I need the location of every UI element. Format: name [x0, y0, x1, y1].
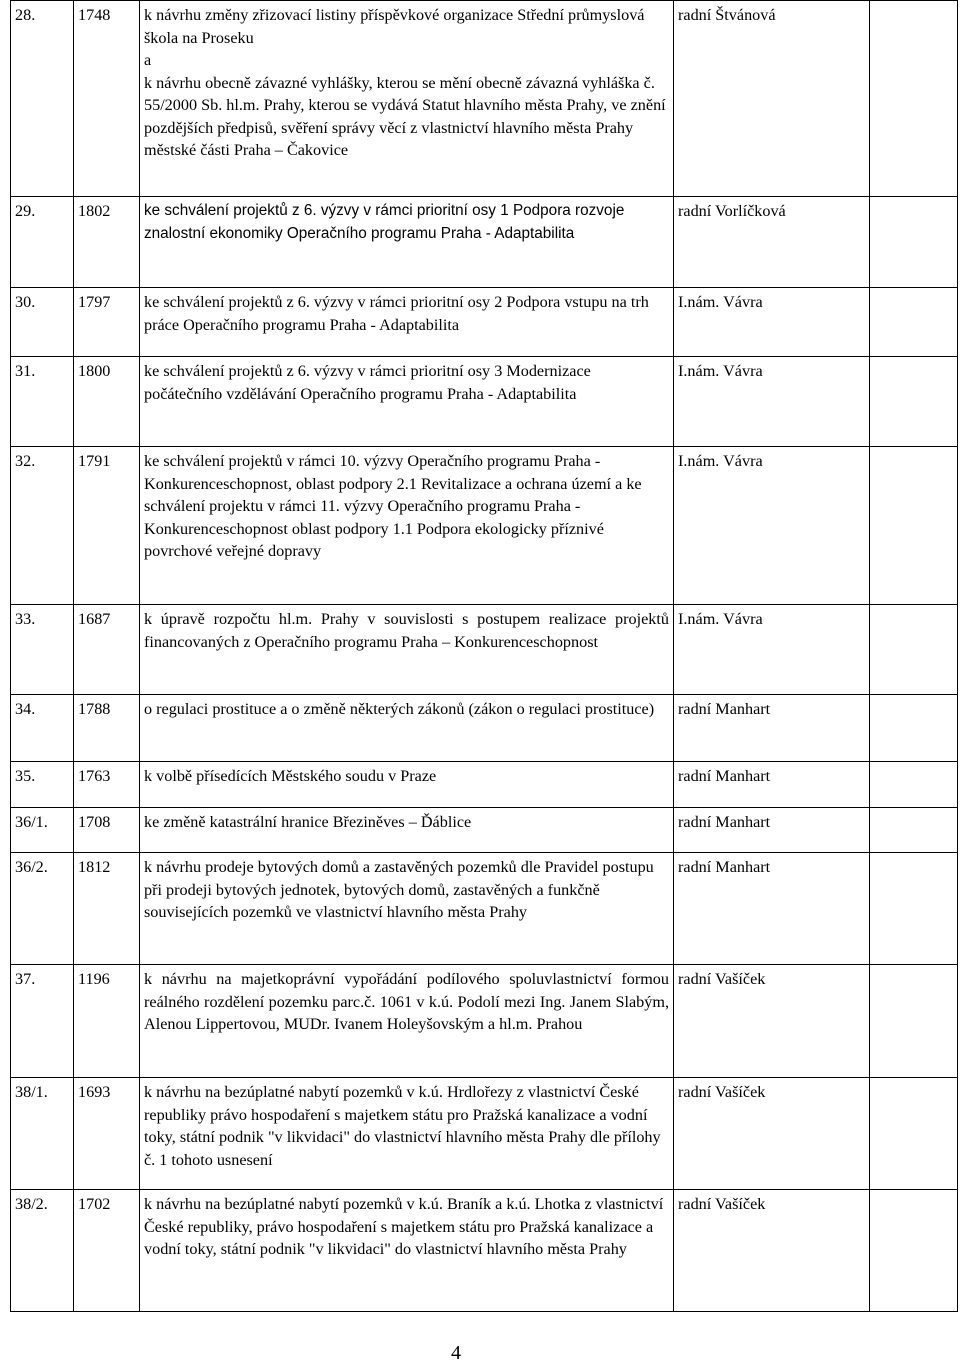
table-row — [11, 808, 958, 853]
empty-cell — [870, 808, 958, 853]
item-reporter: radní Štvánová — [674, 1, 870, 197]
print-number: 1702 — [74, 1190, 140, 1312]
item-title: k návrhu na majetkoprávní vypořádání podílového spoluvlastnictví formou reálného rozdělení pozemku parc.č. 1061 v k.ú. Podolí mezi Ing. Janem Slabým, Alenou Lippertovou, MUDr. Ivanem Holeyšovským a hl.m. Prahou — [140, 965, 674, 1078]
item-title: ke schválení projektů v rámci 10. výzvy Operačního programu Praha - Konkurenceschopnost, oblast podpory 2.1 Revitalizace a ochrana území a ke schválení projektu v rámci 11. výzvy Operačního programu Praha - Konkurenceschopnost oblast podpory 1.1 Podpora ekologicky příznivé povrchové veřejné dopravy — [140, 447, 674, 605]
empty-cell — [870, 605, 958, 695]
item-number: 36/1. — [11, 808, 74, 853]
item-reporter: I.nám. Vávra — [674, 605, 870, 695]
print-number: 1797 — [74, 288, 140, 357]
item-reporter: I.nám. Vávra — [674, 447, 870, 605]
print-number: 1687 — [74, 605, 140, 695]
item-reporter: radní Manhart — [674, 853, 870, 965]
print-number: 1763 — [74, 762, 140, 808]
item-reporter: radní Manhart — [674, 762, 870, 808]
item-reporter: radní Vašíček — [674, 965, 870, 1078]
item-reporter: I.nám. Vávra — [674, 357, 870, 447]
item-number: 28. — [11, 1, 74, 197]
item-title: k návrhu prodeje bytových domů a zastavěných pozemků dle Pravidel postupu při prodeji bytových jednotek, bytových domů, zastavěných a funkčně souvisejících pozemků ve vlastnictví hlavního města Prahy — [140, 853, 674, 965]
empty-cell — [870, 762, 958, 808]
item-title: k návrhu na bezúplatné nabytí pozemků v k.ú. Braník a k.ú. Lhotka z vlastnictví České republiky, právo hospodaření s majetkem státu pro Pražská kanalizace a vodní toky, státní podnik "v likvidaci" do vlastnictví hlavního města Prahy — [140, 1190, 674, 1312]
table-row — [11, 1078, 958, 1190]
item-reporter: radní Manhart — [674, 695, 870, 762]
table-row — [11, 288, 958, 357]
item-title: ke schválení projektů z 6. výzvy v rámci prioritní osy 1 Podpora rozvoje znalostní ekonomiky Operačního programu Praha - Adaptabilita — [140, 197, 674, 288]
item-title: k návrhu na bezúplatné nabytí pozemků v k.ú. Hrdlořezy z vlastnictví České republiky právo hospodaření s majetkem státu pro Pražská kanalizace a vodní toky, státní podnik "v likvidaci" do vlastnictví hlavního města Prahy dle přílohy č. 1 tohoto usnesení — [140, 1078, 674, 1190]
page-number: 4 — [451, 1342, 461, 1364]
print-number: 1788 — [74, 695, 140, 762]
item-title: ke změně katastrální hranice Březiněves – Ďáblice — [140, 808, 674, 853]
print-number: 1812 — [74, 853, 140, 965]
print-number: 1800 — [74, 357, 140, 447]
empty-cell — [870, 853, 958, 965]
empty-cell — [870, 965, 958, 1078]
item-title: k volbě přísedících Městského soudu v Praze — [140, 762, 674, 808]
empty-cell — [870, 695, 958, 762]
print-number: 1693 — [74, 1078, 140, 1190]
item-title: k úpravě rozpočtu hl.m. Prahy v souvislosti s postupem realizace projektů financovaných z Operačního programu Praha – Konkurenceschopnost — [140, 605, 674, 695]
table-row — [11, 197, 958, 288]
table-row — [11, 357, 958, 447]
table-row — [11, 1190, 958, 1312]
agenda-table — [10, 0, 958, 1312]
table-row — [11, 605, 958, 695]
print-number: 1791 — [74, 447, 140, 605]
print-number: 1196 — [74, 965, 140, 1078]
item-title: ke schválení projektů z 6. výzvy v rámci prioritní osy 3 Modernizace počátečního vzdělávání Operačního programu Praha - Adaptabilita — [140, 357, 674, 447]
item-number: 33. — [11, 605, 74, 695]
item-reporter: radní Vašíček — [674, 1190, 870, 1312]
item-number: 35. — [11, 762, 74, 808]
item-title: o regulaci prostituce a o změně některých zákonů (zákon o regulaci prostituce) — [140, 695, 674, 762]
table-row — [11, 762, 958, 808]
empty-cell — [870, 357, 958, 447]
empty-cell — [870, 197, 958, 288]
item-number: 37. — [11, 965, 74, 1078]
empty-cell — [870, 1190, 958, 1312]
item-reporter: radní Vorlíčková — [674, 197, 870, 288]
item-reporter: I.nám. Vávra — [674, 288, 870, 357]
item-reporter: radní Vašíček — [674, 1078, 870, 1190]
item-title: k návrhu změny zřizovací listiny příspěvkové organizace Střední průmyslová škola na Proseku a k návrhu obecně závazné vyhlášky, kterou se mění obecně závazná vyhláška č. 55/2000 Sb. hl.m. Prahy, kterou se vydává Statut hlavního města Prahy, ve znění pozdějších předpisů, svěření správy věcí z vlastnictví hlavního města Prahy městské části Praha – Čakovice — [140, 1, 674, 197]
table-row — [11, 853, 958, 965]
item-number: 36/2. — [11, 853, 74, 965]
empty-cell — [870, 1078, 958, 1190]
empty-cell — [870, 288, 958, 357]
item-number: 32. — [11, 447, 74, 605]
item-number: 38/1. — [11, 1078, 74, 1190]
table-row — [11, 965, 958, 1078]
item-number: 38/2. — [11, 1190, 74, 1312]
item-number: 34. — [11, 695, 74, 762]
print-number: 1708 — [74, 808, 140, 853]
item-number: 29. — [11, 197, 74, 288]
empty-cell — [870, 1, 958, 197]
empty-cell — [870, 447, 958, 605]
item-number: 30. — [11, 288, 74, 357]
item-title: ke schválení projektů z 6. výzvy v rámci prioritní osy 2 Podpora vstupu na trh práce Operačního programu Praha - Adaptabilita — [140, 288, 674, 357]
table-row — [11, 447, 958, 605]
item-reporter: radní Manhart — [674, 808, 870, 853]
item-number: 31. — [11, 357, 74, 447]
print-number: 1802 — [74, 197, 140, 288]
table-row — [11, 695, 958, 762]
print-number: 1748 — [74, 1, 140, 197]
table-row — [11, 1, 958, 197]
